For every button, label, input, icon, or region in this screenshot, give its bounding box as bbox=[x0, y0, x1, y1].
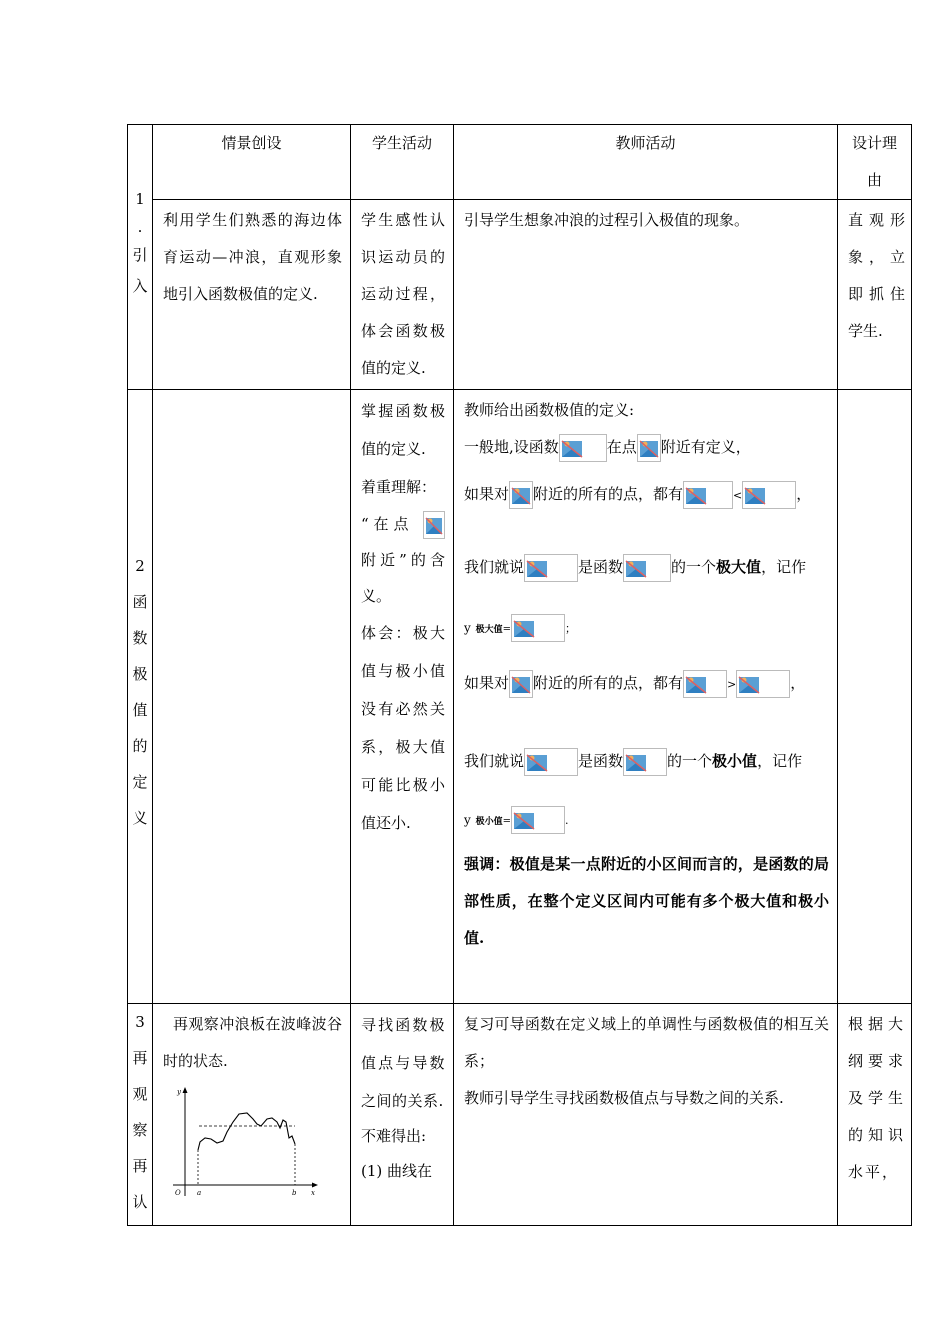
section1-reason: 直观形象，立即抓住学生. bbox=[848, 211, 905, 340]
formula-image-icon bbox=[623, 554, 671, 582]
section2-scenario-cell bbox=[153, 390, 351, 1004]
section1-scenario: 利用学生们熟悉的海边体育运动—冲浪，直观形象地引入函数极值的定义. bbox=[163, 211, 342, 303]
section2-label-char: 定 bbox=[132, 773, 148, 791]
section2-teacher-intro: 教师给出函数极值的定义: bbox=[464, 401, 635, 419]
formula-image-icon bbox=[423, 511, 445, 539]
header-scenario: 情景创设 bbox=[153, 125, 351, 200]
definition-text: 我们就说 bbox=[464, 752, 525, 770]
section3-label-char: 再 bbox=[132, 1049, 148, 1067]
section3-reason-cell bbox=[838, 1004, 912, 1226]
section2-label-char: 值 bbox=[132, 701, 148, 719]
definition-text: ， bbox=[796, 485, 812, 503]
header-reason bbox=[838, 125, 912, 200]
definition-line-2 bbox=[464, 466, 829, 524]
section3-student-p1: 寻找函数极值点与导数之间的关系. bbox=[361, 1016, 445, 1110]
section2-label-char: 极 bbox=[132, 665, 148, 683]
wave-function-graph bbox=[169, 1086, 319, 1201]
definition-text: ； bbox=[564, 622, 576, 635]
section1-label-char: 引 bbox=[132, 246, 148, 264]
max-notation-line bbox=[464, 610, 829, 647]
definition-text: ， bbox=[790, 674, 806, 692]
formula-image-icon bbox=[511, 614, 565, 642]
definition-line-1 bbox=[464, 428, 829, 466]
definition-text: 附近有定义， bbox=[660, 438, 751, 456]
definition-line-5 bbox=[464, 721, 829, 801]
definition-text: 附近的所有的点，都有 bbox=[533, 674, 684, 692]
section3-label-char: 再 bbox=[132, 1157, 148, 1175]
formula-image-icon bbox=[683, 670, 727, 698]
section3-label-char: 认 bbox=[132, 1193, 148, 1211]
y-symbol: y bbox=[464, 813, 471, 827]
section1-scenario-cell bbox=[153, 200, 351, 390]
definition-text: . bbox=[564, 814, 569, 827]
definition-text: 是函数 bbox=[578, 752, 624, 770]
section3-teacher-cell bbox=[454, 1004, 838, 1226]
section1-student-cell bbox=[351, 200, 454, 390]
section3-student-p2: 不难得出: bbox=[361, 1127, 427, 1145]
section3-label-char: 察 bbox=[132, 1121, 148, 1139]
section2-reason-cell bbox=[838, 390, 912, 1004]
section1-label-char: . bbox=[137, 218, 143, 236]
section3-teacher-p2: 教师引导学生寻找函数极值点与导数之间的关系. bbox=[464, 1089, 784, 1107]
graph-x-label: x bbox=[311, 1189, 315, 1197]
header-reason-line1: 设计理 bbox=[851, 134, 897, 152]
formula-image-icon bbox=[623, 748, 667, 776]
section1-teacher-cell bbox=[454, 200, 838, 390]
graph-b-label: b bbox=[292, 1189, 297, 1197]
lesson-plan-table bbox=[127, 124, 912, 1226]
section2-student-p4: 体会：极大值与极小值没有必然关系，极大值可能比极小值还小. bbox=[361, 624, 445, 832]
emphasis-note: 强调：极值是某一点附近的小区间而言的，是函数的局部性质，在整个定义区间内可能有多个极大值和极小值. bbox=[464, 855, 829, 947]
formula-image-icon bbox=[509, 670, 533, 698]
section2-label-cell bbox=[128, 390, 153, 1004]
definition-text: 一般地,设函数 bbox=[464, 438, 559, 456]
formula-image-icon bbox=[524, 554, 578, 582]
formula-image-icon bbox=[509, 481, 533, 509]
section1-teacher: 引导学生想象冲浪的过程引入极值的现象。 bbox=[464, 211, 750, 229]
section1-label-char: 1 bbox=[135, 190, 145, 208]
definition-text: 我们就说 bbox=[464, 558, 525, 576]
equals-sign: = bbox=[502, 624, 511, 635]
section3-label-cell bbox=[128, 1004, 153, 1226]
max-subscript: 极大值 bbox=[475, 625, 503, 635]
section3-label-char: 观 bbox=[132, 1085, 148, 1103]
section2-label-char: 数 bbox=[132, 629, 148, 647]
definition-text: 是函数 bbox=[578, 558, 624, 576]
formula-image-icon bbox=[559, 434, 607, 462]
max-value-term: 极大值 bbox=[716, 558, 762, 576]
less-than-sign: < bbox=[733, 489, 743, 502]
formula-image-icon bbox=[742, 481, 796, 509]
section3-student-cell bbox=[351, 1004, 454, 1226]
section1-reason-cell bbox=[838, 200, 912, 390]
equals-sign: = bbox=[502, 816, 511, 827]
definition-text: 在点 bbox=[606, 438, 637, 456]
section2-label-char: 的 bbox=[132, 737, 148, 755]
section2-label-char: 2 bbox=[135, 557, 145, 575]
definition-text: 如果对 bbox=[464, 674, 510, 692]
section3-teacher-p1: 复习可导函数在定义域上的单调性与函数极值的相互关系； bbox=[464, 1015, 829, 1070]
section2-student-p2: 着重理解： bbox=[361, 478, 437, 496]
header-teacher: 教师活动 bbox=[454, 125, 838, 200]
min-value-term: 极小值 bbox=[712, 752, 758, 770]
formula-image-icon bbox=[736, 670, 790, 698]
section2-student-p1: 掌握函数极值的定义. bbox=[361, 402, 445, 458]
graph-origin-label: O bbox=[175, 1189, 181, 1197]
formula-image-icon bbox=[511, 806, 565, 834]
graph-y-label: y bbox=[177, 1088, 181, 1096]
section2-label-char: 函 bbox=[132, 593, 148, 611]
definition-line-3 bbox=[464, 524, 829, 610]
formula-image-icon bbox=[524, 748, 578, 776]
header-reason-line2: 由 bbox=[866, 171, 882, 189]
formula-image-icon bbox=[683, 481, 733, 509]
definition-text: ，记作 bbox=[761, 558, 807, 576]
formula-image-icon bbox=[637, 434, 661, 462]
y-symbol: y bbox=[464, 621, 471, 635]
graph-a-label: a bbox=[197, 1189, 202, 1197]
section3-scenario: 再观察冲浪板在波峰波谷时的状态. bbox=[163, 1015, 342, 1070]
definition-line-4 bbox=[464, 647, 829, 721]
definition-text: ，记作 bbox=[757, 752, 803, 770]
definition-text: 的一个 bbox=[667, 752, 713, 770]
section2-student-p3a: “在点 bbox=[361, 515, 414, 533]
min-notation-line bbox=[464, 801, 829, 840]
definition-text: 如果对 bbox=[464, 485, 510, 503]
section1-label-cell bbox=[128, 125, 153, 390]
section3-scenario-cell bbox=[153, 1004, 351, 1226]
definition-text: 附近的所有的点，都有 bbox=[533, 485, 684, 503]
section1-student: 学生感性认识运动员的运动过程，体会函数极值的定义. bbox=[361, 211, 445, 377]
section2-label-char: 义 bbox=[132, 809, 148, 827]
section2-teacher-cell bbox=[454, 390, 838, 1004]
min-subscript: 极小值 bbox=[475, 817, 503, 827]
greater-than-sign: > bbox=[727, 678, 737, 691]
definition-text: 的一个 bbox=[671, 558, 717, 576]
section3-reason: 根据大纲要求及学生的知识水平， bbox=[848, 1015, 905, 1181]
section2-student-p3 bbox=[361, 506, 445, 614]
section3-student-p3: (1) 曲线在 bbox=[361, 1162, 433, 1180]
section1-label-char: 入 bbox=[132, 277, 148, 295]
section2-student-cell bbox=[351, 390, 454, 1004]
header-student: 学生活动 bbox=[351, 125, 454, 200]
section2-student-p3b: 附近”的含义。 bbox=[361, 551, 445, 605]
section3-label-char: 3 bbox=[135, 1013, 145, 1031]
